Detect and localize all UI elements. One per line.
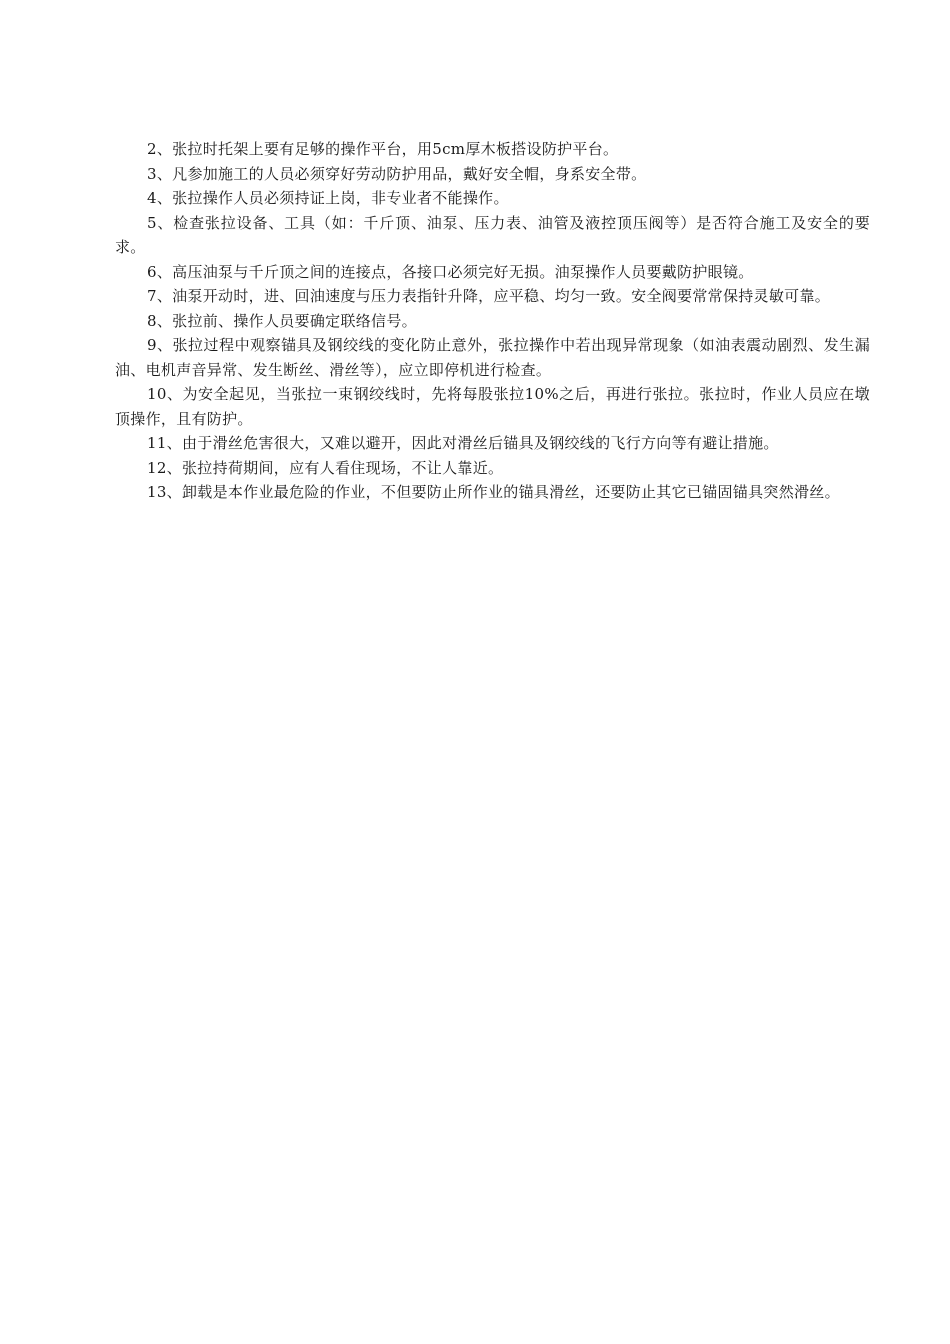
paragraph-item-13: 13、卸载是本作业最危险的作业，不但要防止所作业的锚具滑丝，还要防止其它已锚固锚具突然滑丝。 [147, 483, 840, 501]
paragraph-item-2: 2、张拉时托架上要有足够的操作平台，用5cm厚木板搭设防护平台。 [147, 140, 619, 158]
paragraph-item-3: 3、凡参加施工的人员必须穿好劳动防护用品，戴好安全帽，身系安全带。 [147, 164, 647, 183]
paragraph-item-9: 9、张拉过程中观察锚具及钢绞线的变化防止意外，张拉操作中若出现异常现象（如油表震动剧烈、发生漏油、电机声音异常、发生断丝、滑丝等），应立即停机进行检查。 [115, 336, 870, 379]
document-body [115, 137, 870, 505]
paragraph-item-6: 6、高压油泵与千斤顶之间的连接点，各接口必须完好无损。油泵操作人员要戴防护眼镜。 [147, 262, 754, 281]
paragraph-item-8: 8、张拉前、操作人员要确定联络信号。 [147, 311, 417, 330]
paragraph-item-12: 12、张拉持荷期间，应有人看住现场，不让人靠近。 [147, 458, 504, 477]
paragraph-item-7: 7、油泵开动时，进、回油速度与压力表指针升降，应平稳、均匀一致。安全阀要常常保持灵敏可靠。 [147, 287, 831, 305]
paragraph-item-11: 11、由于滑丝危害很大，又难以避开，因此对滑丝后锚具及钢绞线的飞行方向等有避让措施。 [147, 434, 779, 452]
paragraph-item-4: 4、张拉操作人员必须持证上岗，非专业者不能操作。 [147, 189, 509, 207]
paragraph-item-10: 10、为安全起见，当张拉一束钢绞线时，先将每股张拉10%之后，再进行张拉。张拉时，作业人员应在墩顶操作，且有防护。 [115, 385, 870, 428]
paragraph-item-5: 5、检查张拉设备、工具（如：千斤顶、油泵、压力表、油管及液控顶压阀等）是否符合施工及安全的要求。 [115, 213, 870, 256]
